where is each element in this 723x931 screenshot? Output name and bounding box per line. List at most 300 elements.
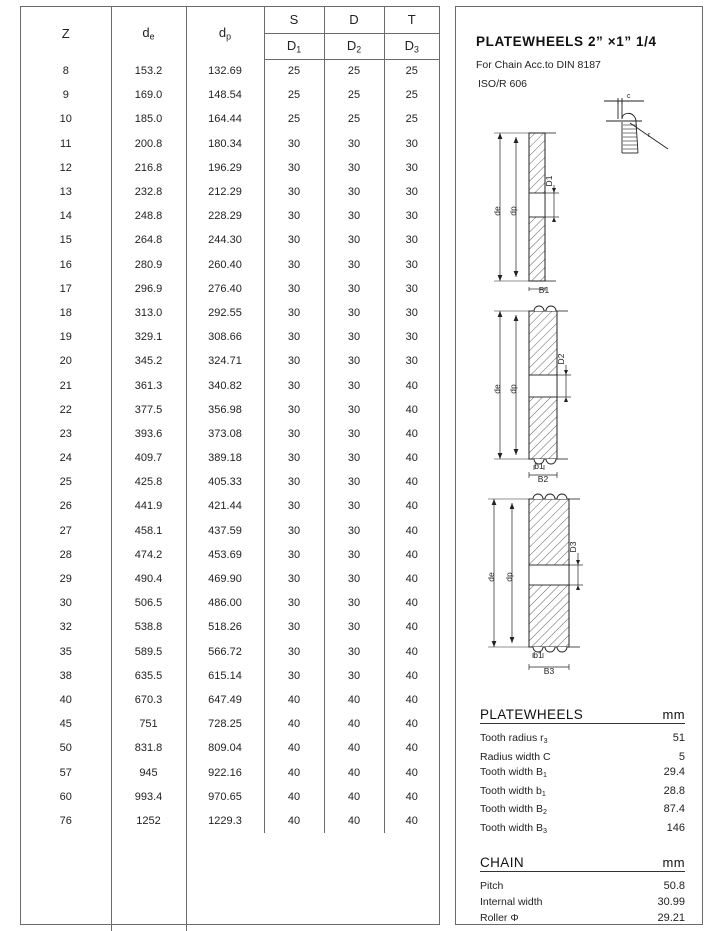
cell-z: 57 <box>21 760 111 784</box>
table-row <box>21 398 439 422</box>
cell-d2: 25 <box>324 83 384 107</box>
cell-z: 60 <box>21 785 111 809</box>
spec-label-subscript: 2 <box>543 808 548 817</box>
table-filler-row <box>21 881 439 905</box>
filler-cell <box>384 881 439 905</box>
cell-de: 751 <box>111 712 186 736</box>
dp-base: d <box>218 24 227 40</box>
cell-z: 21 <box>21 373 111 397</box>
cell-d1: 40 <box>264 760 324 784</box>
cell-d2: 30 <box>324 325 384 349</box>
cell-de: 345.2 <box>111 349 186 373</box>
filler-cell <box>111 857 186 881</box>
panel-title: PLATEWHEELS 2” ×1” 1/4 <box>476 34 657 49</box>
cell-d2: 30 <box>324 277 384 301</box>
cell-d3: 40 <box>405 476 418 489</box>
cell-d3: 25 <box>405 113 418 126</box>
spec-label <box>480 879 503 895</box>
cell-de: 153.2 <box>111 59 186 83</box>
table-row <box>21 640 439 664</box>
table-row <box>21 688 439 712</box>
cell-d1: 40 <box>264 736 324 760</box>
dim-label-b2: B2 <box>537 474 549 482</box>
table-row <box>21 494 439 518</box>
cell-d1: 30 <box>264 253 324 277</box>
cell-dp: 405.33 <box>186 470 264 494</box>
spec-label <box>480 821 547 840</box>
cell-de: 216.8 <box>111 156 186 180</box>
spec-label-text: Tooth radius r <box>480 732 544 744</box>
cell-z: 29 <box>21 567 111 591</box>
spec-row <box>480 731 685 750</box>
cell-dp: 566.72 <box>186 640 264 664</box>
chain-spec-rows <box>480 879 685 926</box>
spec-row <box>480 750 685 766</box>
dim-label-b1-3: b1 <box>533 650 543 660</box>
table-row <box>21 301 439 325</box>
de-base: d <box>142 24 150 40</box>
cell-de: 264.8 <box>111 228 186 252</box>
cell-dp: 196.29 <box>186 156 264 180</box>
cell-d3: 40 <box>405 742 418 755</box>
cell-d1: 30 <box>264 301 324 325</box>
spec-value: 87.4 <box>663 803 685 816</box>
spec-row <box>480 802 685 821</box>
filler-cell <box>264 881 324 905</box>
column-header-de <box>111 7 186 59</box>
cell-z: 15 <box>21 228 111 252</box>
cell-d1: 40 <box>264 712 324 736</box>
table-row <box>21 277 439 301</box>
table-row <box>21 132 439 156</box>
cell-dp: 292.55 <box>186 301 264 325</box>
spec-label <box>480 731 548 750</box>
cell-dp: 615.14 <box>186 664 264 688</box>
column-header-d: D <box>324 7 384 33</box>
dimension-table <box>21 7 439 931</box>
table-row <box>21 373 439 397</box>
filler-cell <box>384 857 439 881</box>
cell-d3: 40 <box>405 500 418 513</box>
cell-d1: 30 <box>264 591 324 615</box>
cell-z: 30 <box>21 591 111 615</box>
cell-de: 232.8 <box>111 180 186 204</box>
chain-unit-label: mm <box>662 855 685 871</box>
cell-d3: 40 <box>405 645 418 658</box>
cell-dp: 486.00 <box>186 591 264 615</box>
cell-d3: 30 <box>405 258 418 271</box>
cell-z: 32 <box>21 615 111 639</box>
cell-d2: 40 <box>324 712 384 736</box>
table-filler-row <box>21 857 439 881</box>
dp-sub: p <box>226 31 232 42</box>
filler-cell <box>186 857 264 881</box>
cell-de: 490.4 <box>111 567 186 591</box>
d2-base: D <box>346 37 357 53</box>
cell-z: 20 <box>21 349 111 373</box>
triplex-platewheel-drawing <box>464 485 639 680</box>
cell-z: 8 <box>21 59 111 83</box>
cell-d3: 40 <box>405 621 418 634</box>
cell-dp: 809.04 <box>186 736 264 760</box>
cell-d2: 30 <box>324 494 384 518</box>
de-sub: e <box>149 31 155 42</box>
cell-z: 17 <box>21 277 111 301</box>
cell-dp: 1229.3 <box>186 809 264 833</box>
cell-d2: 30 <box>324 253 384 277</box>
panel-subtitle-iso: ISO/R 606 <box>478 78 528 90</box>
table-row <box>21 59 439 83</box>
spec-value: 51 <box>672 732 685 744</box>
cell-d3: 40 <box>405 403 418 416</box>
cell-d2: 40 <box>324 785 384 809</box>
cell-de: 185.0 <box>111 107 186 131</box>
dim-label-de-2: de <box>492 384 502 394</box>
cell-d3: 30 <box>405 161 418 174</box>
spec-label <box>480 765 547 784</box>
cell-de: 377.5 <box>111 398 186 422</box>
cell-dp: 970.65 <box>186 785 264 809</box>
cell-de: 425.8 <box>111 470 186 494</box>
cell-d3: 40 <box>405 814 418 827</box>
table-row <box>21 567 439 591</box>
spec-label <box>480 750 551 766</box>
cell-de: 458.1 <box>111 519 186 543</box>
cell-d1: 40 <box>264 688 324 712</box>
spec-row <box>480 895 685 911</box>
cell-de: 169.0 <box>111 83 186 107</box>
d2-sub: 2 <box>356 44 362 55</box>
cell-d1: 30 <box>264 325 324 349</box>
table-row <box>21 615 439 639</box>
table-row <box>21 446 439 470</box>
simplex-platewheel-drawing <box>464 119 639 294</box>
cell-de: 313.0 <box>111 301 186 325</box>
cell-d1: 30 <box>264 398 324 422</box>
dim-label-de-3: de <box>486 572 496 582</box>
cell-de: 441.9 <box>111 494 186 518</box>
d1-sub: 1 <box>296 44 302 55</box>
cell-d1: 40 <box>264 785 324 809</box>
spec-label-text: Tooth width b <box>480 784 542 797</box>
cell-z: 28 <box>21 543 111 567</box>
filler-cell <box>186 833 264 857</box>
cell-de: 280.9 <box>111 253 186 277</box>
cell-d3: 25 <box>405 65 418 78</box>
cell-de: 329.1 <box>111 325 186 349</box>
detail-label-r: r <box>648 132 651 139</box>
column-header-d2 <box>324 33 384 59</box>
table-row <box>21 228 439 252</box>
cell-de: 393.6 <box>111 422 186 446</box>
cell-d1: 30 <box>264 132 324 156</box>
cell-d1: 30 <box>264 228 324 252</box>
spec-label <box>480 784 546 803</box>
table-body <box>21 59 439 931</box>
spec-value: 29.4 <box>663 766 685 779</box>
table-row <box>21 422 439 446</box>
spec-label <box>480 802 547 821</box>
table-row <box>21 519 439 543</box>
table-row <box>21 349 439 373</box>
dim-label-b3: B3 <box>543 666 555 676</box>
cell-d3: 40 <box>405 669 418 682</box>
dim-label-d1: D1 <box>544 175 554 187</box>
cell-dp: 922.16 <box>186 760 264 784</box>
cell-d1: 30 <box>264 373 324 397</box>
cell-de: 506.5 <box>111 591 186 615</box>
cell-d3: 30 <box>405 234 418 247</box>
filler-cell <box>324 906 384 930</box>
cell-d2: 30 <box>324 543 384 567</box>
filler-cell <box>111 906 186 930</box>
cell-de: 200.8 <box>111 132 186 156</box>
column-header-t: T <box>384 7 439 33</box>
chain-heading-label: CHAIN <box>480 855 525 871</box>
spec-row <box>480 765 685 784</box>
cell-z: 14 <box>21 204 111 228</box>
filler-cell <box>186 906 264 930</box>
cell-d2: 30 <box>324 422 384 446</box>
platewheels-heading-label: PLATEWHEELS <box>480 707 584 722</box>
cell-z: 35 <box>21 640 111 664</box>
cell-d2: 30 <box>324 398 384 422</box>
cell-dp: 373.08 <box>186 422 264 446</box>
cell-dp: 132.69 <box>186 59 264 83</box>
cell-d1: 25 <box>264 59 324 83</box>
cell-dp: 276.40 <box>186 277 264 301</box>
cell-z: 19 <box>21 325 111 349</box>
cell-z: 26 <box>21 494 111 518</box>
cell-dp: 260.40 <box>186 253 264 277</box>
filler-cell <box>21 833 111 857</box>
table-row <box>21 760 439 784</box>
filler-cell <box>264 857 324 881</box>
cell-de: 993.4 <box>111 785 186 809</box>
cell-d1: 30 <box>264 519 324 543</box>
column-header-z: Z <box>21 7 111 59</box>
cell-d2: 30 <box>324 373 384 397</box>
cell-d1: 30 <box>264 277 324 301</box>
cell-dp: 437.59 <box>186 519 264 543</box>
table-row <box>21 253 439 277</box>
cell-dp: 148.54 <box>186 83 264 107</box>
cell-d3: 30 <box>405 210 418 223</box>
dimension-table-panel <box>20 6 440 925</box>
spec-row <box>480 821 685 840</box>
spec-value: 146 <box>666 821 685 834</box>
cell-z: 50 <box>21 736 111 760</box>
cell-de: 409.7 <box>111 446 186 470</box>
cell-de: 248.8 <box>111 204 186 228</box>
table-row <box>21 470 439 494</box>
cell-z: 10 <box>21 107 111 131</box>
cell-de: 1252 <box>111 809 186 833</box>
duplex-platewheel-drawing <box>464 297 639 482</box>
cell-dp: 421.44 <box>186 494 264 518</box>
table-row <box>21 180 439 204</box>
cell-de: 670.3 <box>111 688 186 712</box>
cell-d3: 40 <box>405 718 418 731</box>
cell-dp: 228.29 <box>186 204 264 228</box>
cell-z: 23 <box>21 422 111 446</box>
cell-dp: 180.34 <box>186 132 264 156</box>
cell-dp: 244.30 <box>186 228 264 252</box>
filler-cell <box>111 881 186 905</box>
cell-d3: 30 <box>405 282 418 295</box>
cell-d2: 30 <box>324 180 384 204</box>
cell-z: 40 <box>21 688 111 712</box>
cell-d1: 30 <box>264 567 324 591</box>
cell-d3: 40 <box>405 693 418 706</box>
cell-dp: 728.25 <box>186 712 264 736</box>
cell-d3: 40 <box>405 427 418 440</box>
column-header-d3 <box>384 33 439 59</box>
spec-label-subscript: 3 <box>543 736 548 745</box>
d1-base: D <box>286 37 297 53</box>
cell-d3: 30 <box>405 331 418 344</box>
table-header-group-row <box>21 7 439 33</box>
filler-cell <box>384 906 439 930</box>
cell-dp: 212.29 <box>186 180 264 204</box>
dim-label-b1: B1 <box>538 285 550 294</box>
cell-dp: 518.26 <box>186 615 264 639</box>
cell-d2: 25 <box>324 59 384 83</box>
filler-cell <box>324 857 384 881</box>
cell-d2: 30 <box>324 301 384 325</box>
cell-de: 831.8 <box>111 736 186 760</box>
cell-de: 945 <box>111 760 186 784</box>
cell-d2: 30 <box>324 156 384 180</box>
cell-de: 474.2 <box>111 543 186 567</box>
table-filler-row <box>21 906 439 930</box>
cell-d2: 40 <box>324 736 384 760</box>
info-panel <box>455 6 703 925</box>
table-row <box>21 107 439 131</box>
column-header-dp <box>186 7 264 59</box>
cell-de: 635.5 <box>111 664 186 688</box>
cell-dp: 453.69 <box>186 543 264 567</box>
cell-d3: 30 <box>405 355 418 368</box>
cell-d1: 30 <box>264 446 324 470</box>
dim-label-d2: D2 <box>556 353 566 365</box>
spec-value: 29.21 <box>657 911 685 924</box>
cell-d2: 30 <box>324 446 384 470</box>
cell-d1: 30 <box>264 180 324 204</box>
cell-de: 296.9 <box>111 277 186 301</box>
cell-d2: 40 <box>324 688 384 712</box>
cell-d1: 30 <box>264 470 324 494</box>
cell-d2: 30 <box>324 132 384 156</box>
cell-dp: 356.98 <box>186 398 264 422</box>
cell-d1: 30 <box>264 664 324 688</box>
cell-d2: 30 <box>324 640 384 664</box>
table-head <box>21 7 439 59</box>
cell-d1: 25 <box>264 83 324 107</box>
filler-cell <box>21 881 111 905</box>
spec-label-subscript: 1 <box>541 789 546 798</box>
table-row <box>21 809 439 833</box>
cell-dp: 340.82 <box>186 373 264 397</box>
spec-gap <box>480 839 685 855</box>
spec-label-text: Tooth width B <box>480 766 544 779</box>
cell-dp: 647.49 <box>186 688 264 712</box>
cell-d3: 30 <box>405 186 418 199</box>
column-header-s: S <box>264 7 324 33</box>
filler-cell <box>111 833 186 857</box>
spec-row <box>480 879 685 895</box>
dim-label-de-1: de <box>492 206 502 216</box>
cell-dp: 164.44 <box>186 107 264 131</box>
cell-z: 12 <box>21 156 111 180</box>
cell-z: 11 <box>21 132 111 156</box>
cell-de: 361.3 <box>111 373 186 397</box>
cell-d2: 30 <box>324 664 384 688</box>
d3-base: D <box>404 37 414 53</box>
cell-z: 27 <box>21 519 111 543</box>
cell-dp: 308.66 <box>186 325 264 349</box>
filler-cell <box>264 833 324 857</box>
cell-z: 25 <box>21 470 111 494</box>
spec-label-text: Roller Φ <box>480 911 519 924</box>
cell-d1: 30 <box>264 640 324 664</box>
cell-d2: 40 <box>324 809 384 833</box>
spec-label-text: Tooth width B <box>480 821 544 834</box>
cell-d3: 40 <box>405 573 418 586</box>
table-row <box>21 591 439 615</box>
table-row <box>21 204 439 228</box>
cell-d3: 40 <box>405 766 418 779</box>
spec-value: 50.8 <box>663 880 685 893</box>
cell-d2: 30 <box>324 615 384 639</box>
filler-cell <box>384 833 439 857</box>
cell-d2: 30 <box>324 349 384 373</box>
spec-row <box>480 911 685 927</box>
spec-value: 30.99 <box>657 896 685 909</box>
cell-de: 538.8 <box>111 615 186 639</box>
spec-value: 5 <box>678 750 685 763</box>
cell-d2: 40 <box>324 760 384 784</box>
table-row <box>21 83 439 107</box>
cell-d1: 25 <box>264 107 324 131</box>
cell-d3: 40 <box>405 452 418 465</box>
spec-label <box>480 895 542 911</box>
table-filler-row <box>21 833 439 857</box>
cell-d3: 25 <box>405 89 418 102</box>
column-header-d1 <box>264 33 324 59</box>
cell-d2: 30 <box>324 228 384 252</box>
dim-label-d3: D3 <box>568 541 578 553</box>
table-row <box>21 156 439 180</box>
dim-label-dp-1: dp <box>508 206 518 216</box>
filler-cell <box>324 881 384 905</box>
spec-label-text: Pitch <box>480 880 504 893</box>
d3-sub: 3 <box>413 44 419 55</box>
cell-d1: 30 <box>264 494 324 518</box>
spec-value: 28.8 <box>663 784 685 797</box>
filler-cell <box>264 906 324 930</box>
cell-z: 18 <box>21 301 111 325</box>
table-row <box>21 736 439 760</box>
filler-cell <box>21 857 111 881</box>
cell-d2: 30 <box>324 567 384 591</box>
cell-z: 45 <box>21 712 111 736</box>
cell-d2: 30 <box>324 470 384 494</box>
panel-subtitle-chain-standard: For Chain Acc.to DIN 8187 <box>476 59 601 71</box>
cell-d1: 30 <box>264 543 324 567</box>
dim-label-dp-3: dp <box>504 572 514 582</box>
spec-label-subscript: 3 <box>543 826 548 835</box>
